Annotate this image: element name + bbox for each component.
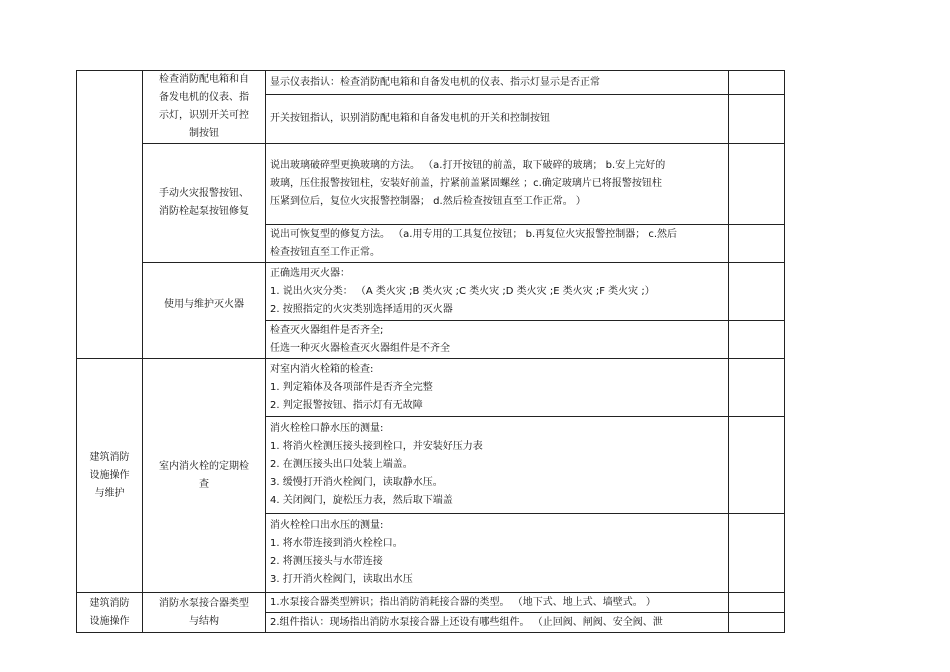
remark-cell <box>729 417 785 514</box>
task-line: 与结构 <box>189 615 219 627</box>
task-line: 室内消火栓的定期检 <box>159 460 249 472</box>
content-line: 1.水泵接合器类型辨识；指出消防消耗接合器的类型。 （地下式、地上式、墙壁式。 ） <box>270 596 656 608</box>
task-line: 消防栓起泵按钮修复 <box>159 206 249 217</box>
content-line: 开关按钮指认，识别消防配电箱和自备发电机的开关和控制按钮 <box>270 113 550 125</box>
inspection-table <box>76 70 785 633</box>
content-line: 任选一种灭火器检查灭火器组件是不齐全 <box>270 342 450 354</box>
content-line: 压紧到位后，复位火灾报警控制器； d.然后检查按钮直至工作正常。 ） <box>270 196 586 207</box>
remark-cell <box>729 321 785 359</box>
content-line: 消火栓栓口出水压的测量: <box>270 520 384 531</box>
content-line: 检查灭火器组件是否齐全; <box>270 324 384 336</box>
section-label-line: 与维护 <box>94 487 125 499</box>
content-line: 1. 将水带连接到消火栓栓口。 <box>270 538 403 549</box>
table-row <box>77 71 785 95</box>
content-line: 1. 说出火灾分类： （A 类火灾 ;B 类火灾 ;C 类火灾 ;D 类火灾 ;E 类火灾 ;F 类火灾 ;） <box>270 285 655 297</box>
content-line: 1. 将消火栓测压接头接到栓口，并安装好压力表 <box>270 441 483 452</box>
section-cell <box>77 359 143 593</box>
table-row <box>77 359 785 417</box>
section-cell-empty <box>77 71 143 359</box>
content-line: 检查按钮直至工作正常。 <box>270 246 380 258</box>
task-line: 消防水泵接合器类型 <box>159 597 249 609</box>
task-line: 示灯，识别开关可控 <box>159 110 249 121</box>
section-label-line: 建筑消防 <box>89 451 130 463</box>
task-cell <box>143 359 266 593</box>
content-cell <box>266 225 729 263</box>
task-cell <box>143 71 266 144</box>
content-line: 2.组件指认：现场指出消防水泵接合器上还设有哪些组件。 （止回阀、闸阀、安全阀、泄 <box>270 616 663 628</box>
section-label-line: 设施操作 <box>89 469 130 481</box>
content-line: 2. 按照指定的火灾类别选择适用的灭火器 <box>270 303 453 315</box>
content-cell <box>266 417 729 514</box>
remark-cell <box>729 593 785 613</box>
task-cell <box>143 144 266 263</box>
content-line: 4. 关闭阀门，旋松压力表，然后取下端盖 <box>270 495 453 506</box>
section-label-line: 建筑消防 <box>89 597 130 609</box>
content-line: 1. 判定箱体及各项部件是否齐全完整 <box>270 381 433 393</box>
remark-cell <box>729 225 785 263</box>
remark-cell <box>729 263 785 321</box>
content-cell <box>266 321 729 359</box>
remark-cell <box>729 71 785 95</box>
content-line: 玻璃，压住报警按钮柱，安装好前盖，拧紧前盖紧固螺丝 ；c.确定玻璃片已将报警按钮柱 <box>270 178 662 189</box>
remark-cell <box>729 144 785 225</box>
task-line: 使用与维护灭火器 <box>164 298 244 310</box>
content-line: 显示仪表指认：检查消防配电箱和自备发电机的仪表、指示灯显示是否正常 <box>270 76 600 88</box>
table-row <box>77 593 785 613</box>
content-line: 说出玻璃破碎型更换玻璃的方法。 （a.打开按钮的前盖，取下破碎的玻璃； b.安上完好的 <box>270 160 666 171</box>
task-line: 制按钮 <box>189 128 219 139</box>
task-line: 手动火灾报警按钮、 <box>159 188 249 199</box>
table-row <box>77 263 785 321</box>
content-line: 消火栓栓口静水压的测量: <box>270 423 384 434</box>
table-row <box>77 144 785 225</box>
content-line: 2. 在测压接头出口处装上端盖。 <box>270 459 413 470</box>
remark-cell <box>729 514 785 593</box>
task-cell <box>143 593 266 633</box>
section-label-line: 设施操作 <box>89 615 130 627</box>
content-line: 2. 判定报警按钮、指示灯有无故障 <box>270 399 423 411</box>
content-cell <box>266 95 729 144</box>
remark-cell <box>729 95 785 144</box>
content-line: 正确选用灭火器： <box>270 267 350 279</box>
content-line: 3. 缓慢打开消火栓阀门，读取静水压。 <box>270 477 443 488</box>
remark-cell <box>729 613 785 633</box>
content-line: 3. 打开消火栓阀门，读取出水压 <box>270 574 413 585</box>
section-cell <box>77 593 143 633</box>
content-cell <box>266 613 729 633</box>
content-line: 对室内消火栓箱的检查: <box>270 363 374 375</box>
content-cell <box>266 514 729 593</box>
task-line: 检查消防配电箱和自 <box>159 74 249 85</box>
content-cell <box>266 263 729 321</box>
task-line: 查 <box>199 478 209 490</box>
content-cell <box>266 359 729 417</box>
content-cell <box>266 144 729 225</box>
remark-cell <box>729 359 785 417</box>
task-line: 备发电机的仪表、指 <box>159 92 249 103</box>
task-cell <box>143 263 266 359</box>
content-line: 2. 将测压接头与水带连接 <box>270 556 383 567</box>
content-line: 说出可恢复型的修复方法。 （a.用专用的工具复位按钮； b.再复位火灾报警控制器； c.然后 <box>270 228 678 240</box>
content-cell <box>266 71 729 95</box>
content-cell <box>266 593 729 613</box>
